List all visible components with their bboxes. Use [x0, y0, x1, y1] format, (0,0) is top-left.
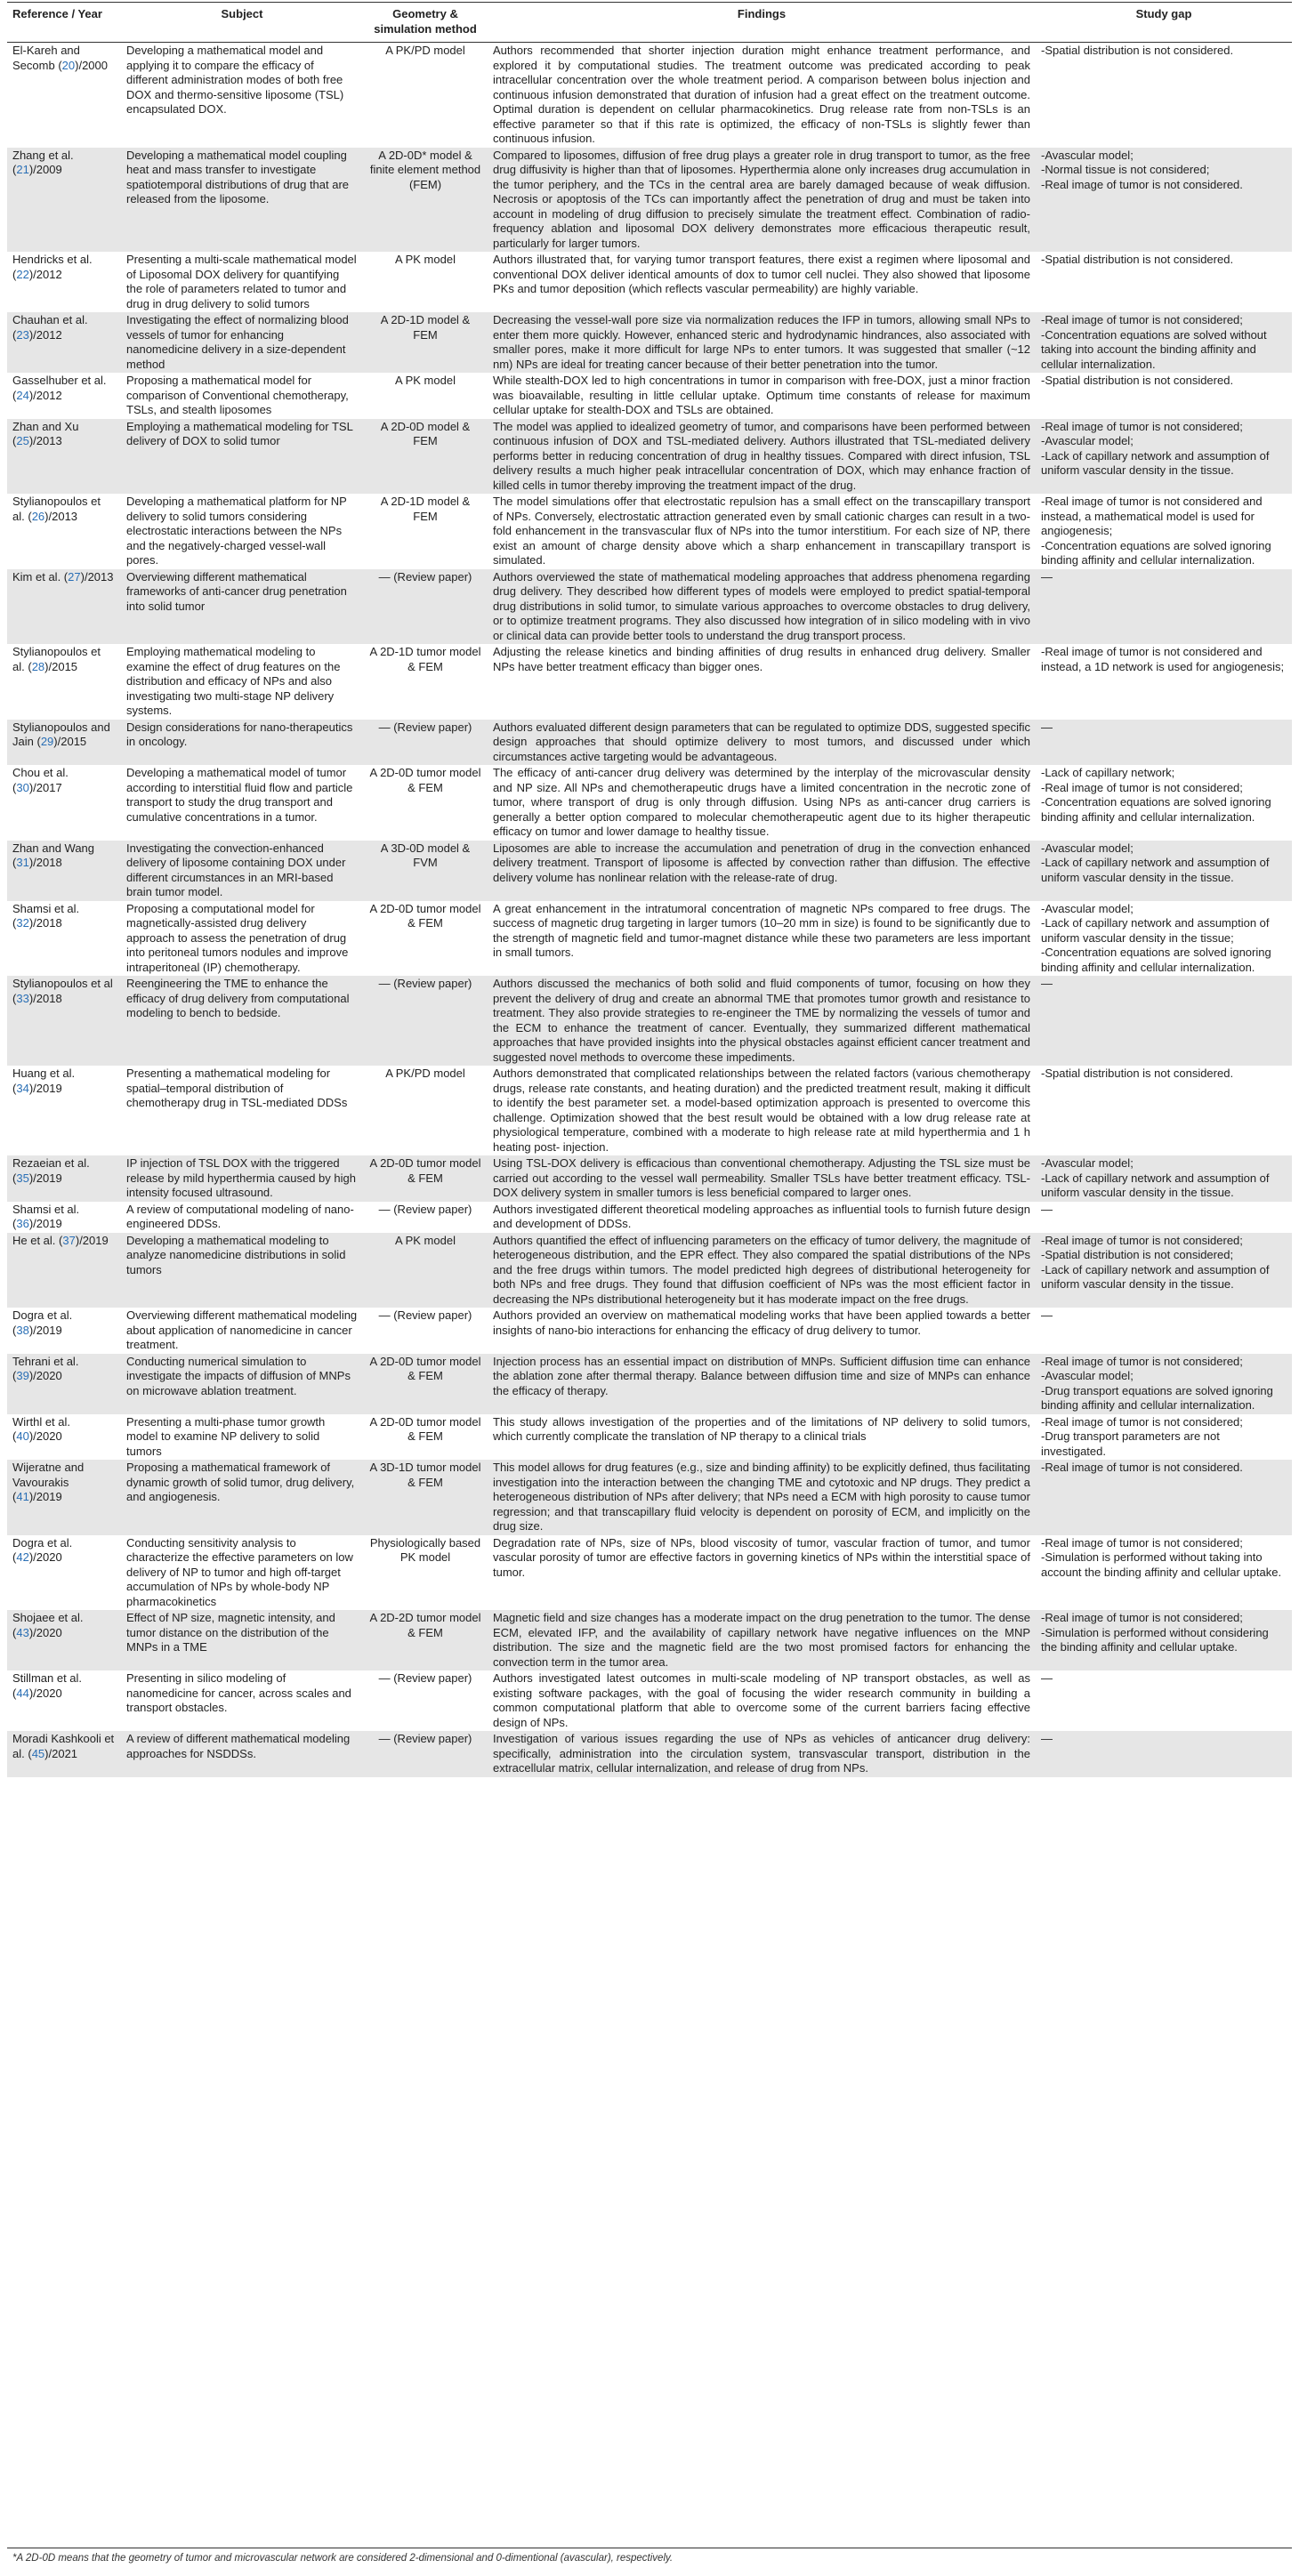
reference-year: /2012 — [33, 388, 62, 402]
cell-study-gap — [1036, 1354, 1292, 1414]
cell-geometry: A 2D-0D tumor model & FEM — [369, 901, 481, 930]
cell-geometry: — (Review paper) — [363, 569, 488, 645]
study-gap-item: -Real image of tumor is not considered; — [1041, 1354, 1243, 1368]
reference-link[interactable]: 30 — [16, 780, 29, 794]
cell-subject: Effect of NP size, magnetic intensity, and tumor distance on the distribution of the MNPs in a TME — [121, 1610, 363, 1670]
reference-link[interactable]: 44 — [16, 1686, 29, 1700]
table-row — [7, 252, 1292, 312]
cell-subject: IP injection of TSL DOX with the triggered release by mild hyperthermia caused by high intensity focused ultrasound. — [121, 1155, 363, 1202]
study-gap-item: -Real image of tumor is not considered; — [1041, 313, 1243, 326]
cell-subject: Investigating the convection-enhanced delivery of liposome containing DOX under different circumstances in an MRI-based brain tumor model. — [121, 841, 363, 901]
cell-geometry: A 2D-1D model & FEM — [363, 312, 488, 373]
cell-study-gap — [1036, 373, 1292, 419]
cell-subject: Developing a mathematical model and applying it to compare the efficacy of different administration modes of both free DOX and thermo-sensitive liposome (TSL) encapsulated DOX. — [126, 44, 344, 116]
study-gap-item: -Real image of tumor is not considered; — [1041, 1535, 1243, 1550]
cell-geometry: — (Review paper) — [363, 976, 488, 1066]
cell-subject: A review of different mathematical modeling approaches for NSDDSs. — [121, 1731, 363, 1777]
cell-subject: Overviewing different mathematical frameworks of anti-cancer drug penetration into solid tumor — [121, 569, 363, 645]
cell-subject: Presenting in silico modeling of nanomedicine for cancer, across scales and transport obstacles. — [126, 1671, 351, 1714]
table-row — [7, 841, 1292, 901]
cell-findings: Authors discussed the mechanics of both solid and fluid components of tumor, focusing on how they prevent the delivery of drug and create an abnormal TME that promotes tumor growth and resistance to treatment. They also provide strategies to re-engineer the TME by normalizing the vessels of tumor and the ECM to enhance the treatment of cancer. Eventually, they summarized different mathematical approaches that have provided insights into the physical obstacles against efficient cancer treatment and suggested novel methods to overcome these impediments. — [488, 976, 1036, 1066]
study-gap-item: -Lack of capillary network and assumption of uniform vascular density in the tissue. — [1041, 856, 1270, 884]
cell-subject: Employing mathematical modeling to examine the effect of drug features on the distribution and efficacy of NPs and also investigating two multi-stage NP delivery systems. — [126, 645, 341, 717]
header-geometry: Geometry & simulation method — [363, 3, 488, 43]
study-gap-item: -Concentration equations are solved without taking into account the binding affinity and cellular internalization. — [1041, 327, 1267, 371]
study-gap-item: -Drug transport equations are solved ignoring binding affinity and cellular internalization. — [1041, 1383, 1273, 1412]
cell-reference: El-Kareh and Secomb (20)/2000 — [12, 44, 109, 72]
study-gap-item: -Real image of tumor is not considered; — [1041, 780, 1243, 794]
cell-reference: Zhan and Xu (25)/2013 — [7, 419, 121, 495]
cell-study-gap — [1036, 841, 1292, 901]
cell-findings: Degradation rate of NPs, size of NPs, blood viscosity of tumor, vascular fraction of tumor, and tumor vascular porosity of tumor are effective factors in governing kinetics of NPs within the interstitial space of tumor. — [493, 1535, 1030, 1579]
cell-reference: Zhan and Wang (31)/2018 — [7, 841, 121, 901]
reference-author: Tehrani et al. — [12, 1354, 79, 1368]
reference-author: Zhan and Wang — [12, 841, 95, 855]
study-gap-item: -Avascular model; — [1041, 1369, 1134, 1382]
table-row — [7, 644, 1292, 720]
cell-study-gap — [1036, 1202, 1292, 1233]
cell-findings: This model allows for drug features (e.g., size and binding affinity) to be explicitly defined, thus facilitating investigation into the interaction between the changing TME and cytotoxic and NP drugs. They predict a heterogeneous distribution of NPs after delivery; that NPs need a ECM with high porosity to cause tumor regression; and that transcapillary fluid velocity is dependent on porosity of ECM, and implicitly on the drug size. — [488, 1460, 1036, 1535]
study-gap-item: -Real image of tumor is not considered and instead, a 1D network is used for angiogenesis; — [1041, 645, 1285, 673]
study-gap-item: -Normal tissue is not considered; — [1041, 163, 1210, 176]
table-row — [7, 419, 1292, 495]
table-row — [7, 765, 1292, 841]
cell-geometry: A PK model — [363, 1233, 488, 1308]
cell-geometry: — (Review paper) — [378, 1671, 472, 1685]
cell-geometry: A 2D-1D tumor model & FEM — [369, 645, 481, 673]
cell-subject: Developing a mathematical model of tumor according to interstitial fluid flow and particle transport to study the drug transport and cumulative concentrations in a tumor. — [126, 766, 353, 824]
cell-reference: Chauhan et al. (23)/2012 — [7, 312, 121, 373]
cell-study-gap — [1036, 1535, 1292, 1611]
reference-link[interactable]: 29 — [40, 735, 54, 748]
reference-year: /2013 — [48, 509, 78, 523]
study-gap-item: -Lack of capillary network and assumption of uniform vascular density in the tissue. — [1041, 1171, 1270, 1199]
reference-year: /2017 — [33, 780, 62, 794]
table-row — [7, 1535, 1292, 1611]
cell-study-gap — [1036, 1731, 1292, 1777]
reference-link[interactable]: 45 — [31, 1746, 45, 1760]
reference-link[interactable]: 26 — [31, 509, 45, 523]
reference-author: Chauhan et al. — [12, 313, 88, 326]
reference-year: /2019 — [33, 1490, 62, 1503]
cell-study-gap — [1036, 148, 1292, 253]
table-row — [7, 720, 1292, 766]
reference-year: /2019 — [79, 1233, 109, 1247]
cell-study-gap — [1036, 569, 1292, 645]
cell-geometry: — (Review paper) — [363, 1731, 488, 1777]
reference-author: Chou et al. — [12, 766, 69, 779]
study-gap-item: -Avascular model; — [1041, 148, 1134, 162]
cell-geometry: — (Review paper) — [363, 720, 488, 766]
study-gap-item: — — [1041, 977, 1053, 990]
cell-geometry: A 3D-1D tumor model & FEM — [363, 1460, 488, 1535]
cell-reference: Shojaee et al. (43)/2020 — [7, 1610, 121, 1670]
table-header — [7, 3, 1292, 43]
reference-year: /2018 — [33, 916, 62, 930]
reference-link[interactable]: 27 — [68, 569, 81, 584]
cell-findings: Authors demonstrated that complicated relationships between the related factors (various chemotherapy drugs, release rate constants, and heating duration) and the predicted treatment result, making it difficult to identify the best parameter set. a model-based optimization approach is presented to overcome this challenge. Optimization showed that the best result would be obtained with a low drug release rate at physiological temperature, combined with a moderate to high release rate at mild hyperthermia and 1 h heating post- injection. — [493, 1067, 1030, 1154]
cell-findings: This study allows investigation of the properties and of the limitations of NP delivery to solid tumors, which currently complicate the translation of NP therapy to a clinical trials — [493, 1414, 1030, 1443]
cell-subject: Developing a mathematical modeling to analyze nanomedicine distributions in solid tumors — [121, 1233, 363, 1308]
cell-subject: Presenting a multi-phase tumor growth model to examine NP delivery to solid tumors — [126, 1414, 326, 1458]
cell-findings: The efficacy of anti-cancer drug delivery was determined by the interplay of the microvascular density and NP size. All NPs and chemotherapeutic drugs have a limited concentration in the necrotic zone of tumor, where transport of drug is only through diffusion. Using NPs as anti-cancer drug carriers is generally a better option compared to molecular chemotherapeutic agent due to its higher therapeutic efficacy on tumor and lower damage to healthy tissue. — [493, 766, 1030, 838]
cell-geometry: — (Review paper) — [378, 1308, 472, 1322]
study-gap-item: -Real image of tumor is not considered; — [1041, 419, 1243, 433]
cell-reference: Zhang et al. (21)/2009 — [7, 148, 121, 253]
reference-link[interactable]: 22 — [16, 267, 29, 281]
study-gap-item: -Lack of capillary network and assumption of uniform vascular density in the tissue. — [1041, 1262, 1270, 1291]
table-row — [7, 569, 1292, 645]
table-row — [7, 1414, 1292, 1461]
cell-geometry: Physiologically based PK model — [369, 1535, 481, 1564]
reference-author: Rezaeian et al. — [12, 1156, 90, 1170]
table-footnote: *A 2D-0D means that the geometry of tumor and microvascular network are considered 2-dimensional and 0-dimentional (avascular), respectively. — [12, 2553, 674, 2564]
cell-study-gap — [1036, 494, 1292, 569]
cell-reference: Moradi Kashkooli et al. (45)/2021 — [7, 1731, 121, 1777]
cell-geometry: A 2D-0D tumor model & FEM — [363, 1354, 488, 1414]
table-body — [7, 43, 1292, 1777]
cell-findings: Decreasing the vessel-wall pore size via normalization reduces the IFP in tumors, allowing small NPs to enter them more quickly. However, enhanced steric and hydrodynamic hindrances, also associated with smaller pores, make it more difficult for large NPs to enter tumors. It was suggested that smaller (~12 nm) NPs are ideal for treating cancer because of their better penetration into the tumor. — [488, 312, 1036, 373]
cell-study-gap — [1036, 1155, 1292, 1202]
cell-geometry: — (Review paper) — [378, 1202, 472, 1216]
reference-link[interactable]: 40 — [16, 1429, 29, 1443]
reference-link[interactable]: 24 — [16, 388, 29, 402]
study-gap-item: -Spatial distribution is not considered. — [1041, 1067, 1234, 1080]
cell-study-gap — [1036, 976, 1292, 1066]
cell-reference: Hendricks et al. (22)/2012 — [12, 253, 93, 281]
cell-findings: Liposomes are able to increase the accumulation and penetration of drug in the convection enhanced delivery treatment. Transport of liposome is affected by convection rather than diffusion. The effective delivery volume has nonlinear relation with the release-rate of drug. — [488, 841, 1036, 901]
cell-study-gap — [1036, 901, 1292, 977]
reference-author: Shojaee et al. — [12, 1611, 84, 1624]
study-gap-item: -Avascular model; — [1041, 901, 1134, 915]
table-row — [7, 1066, 1292, 1155]
reference-author: Dogra et al. — [12, 1535, 73, 1550]
table-row — [7, 1670, 1292, 1731]
table-row — [7, 373, 1292, 419]
cell-geometry: A PK/PD model — [385, 1067, 465, 1080]
reference-link[interactable]: 21 — [16, 163, 29, 176]
reference-link[interactable]: 35 — [16, 1171, 29, 1185]
table-row — [7, 1202, 1292, 1233]
cell-findings: Using TSL-DOX delivery is efficacious than conventional chemotherapy. Adjusting the TSL size must be carried out according to the vessel wall permeability. Smaller TSLs have better treatment efficacy. TSL-DOX delivery system in smaller tumors is less beneficial compared to larger ones. — [488, 1155, 1036, 1202]
cell-findings: Authors investigated different theoretical modeling approaches as influential tools to furnish future design and development of DDSs. — [493, 1202, 1030, 1230]
table-row — [7, 148, 1292, 253]
cell-geometry: A PK/PD model — [385, 44, 465, 57]
cell-study-gap — [1036, 644, 1292, 720]
cell-geometry: A 2D-0D tumor model & FEM — [363, 1155, 488, 1202]
study-gap-item: — — [1041, 1202, 1053, 1216]
reference-year: /2020 — [33, 1429, 62, 1443]
cell-reference: Wijeratne and Vavourakis (41)/2019 — [7, 1460, 121, 1535]
cell-subject: Overviewing different mathematical modeling about application of nanomedicine in cancer treatment. — [126, 1308, 358, 1351]
cell-subject: Presenting a multi-scale mathematical model of Liposomal DOX delivery for quantifying the role of parameters related to tumor and drug in drug delivery to solid tumors — [126, 253, 357, 310]
reference-year: /2012 — [33, 267, 62, 281]
cell-reference: Stylianopoulos and Jain (29)/2015 — [7, 720, 121, 766]
cell-study-gap — [1036, 1308, 1292, 1354]
cell-reference: Gasselhuber et al. (24)/2012 — [12, 374, 107, 402]
cell-geometry: A 2D-0D tumor model & FEM — [369, 1414, 481, 1443]
reference-author: Zhan and Xu — [12, 419, 79, 433]
table-row — [7, 976, 1292, 1066]
cell-reference: Stillman et al. (44)/2020 — [12, 1671, 83, 1700]
cell-findings: A great enhancement in the intratumoral concentration of magnetic NPs compared to free drugs. The success of magnetic drug targeting in larger tumors (10–20 mm in size) is found to be significantly due to the strength of magnetic field and tumor-magnet distance while these two parameters are less important in small tumors. — [493, 901, 1030, 959]
cell-study-gap — [1036, 765, 1292, 841]
table-row — [7, 43, 1292, 148]
table-row — [7, 1731, 1292, 1777]
cell-reference: Chou et al. (30)/2017 — [12, 766, 69, 794]
cell-subject: Conducting sensitivity analysis to characterize the effective parameters on low delivery of NP to tumor and high off-target accumulation of NPs by whole-body NP pharmacokinetics — [126, 1535, 353, 1608]
cell-subject: Proposing a computational model for magnetically-assisted drug delivery approach to assess the penetration of drug into peritoneal tumors nodules and improve intraperitoneal (IP) chemotherapy. — [126, 901, 349, 974]
reference-year: /2012 — [33, 327, 62, 342]
reference-year: /2015 — [57, 735, 87, 748]
reference-author: Hendricks et al. — [12, 253, 93, 266]
cell-findings: Authors quantified the effect of influencing parameters on the efficacy of tumor delivery, the magnitude of heterogeneous distribution, and the EPR effect. They also compared the spatial distributions of the NPs and the free drugs within tumors. The model predicted high degrees of distributional heterogeneity for both NPs and free drugs. They found that diffusion coefficient of NPs was the most efficient factor in decreasing the NPs distributional heterogeneity but it has moderate impact on the free drugs. — [488, 1233, 1036, 1308]
study-gap-item: -Real image of tumor is not considered. — [1041, 1461, 1243, 1474]
cell-subject: Developing a mathematical platform for NP delivery to solid tumors considering electrostatic interactions between the NPs and the negatively-charged vessel-wall pores. — [126, 495, 347, 567]
cell-reference: Stylianopoulos et al. (28)/2015 — [12, 645, 101, 673]
study-gap-item: -Real image of tumor is not considered. — [1041, 177, 1243, 191]
table-row — [7, 1155, 1292, 1202]
study-gap-item: -Spatial distribution is not considered; — [1041, 1248, 1234, 1261]
cell-subject: Proposing a mathematical model for comparison of Conventional chemotherapy, TSLs, and stealth liposomes — [126, 374, 349, 416]
reference-link[interactable]: 36 — [16, 1217, 29, 1230]
cell-geometry: A 2D-1D model & FEM — [380, 495, 471, 523]
cell-findings: Adjusting the release kinetics and binding affinities of drug results in enhanced drug delivery. Smaller NPs have better treatment efficacy than bigger ones. — [493, 645, 1030, 673]
study-gap-item: -Lack of capillary network and assumption of uniform vascular density in the tissue. — [1041, 448, 1270, 477]
cell-subject: Design considerations for nano-therapeutics in oncology. — [121, 720, 363, 766]
cell-subject: A review of computational modeling of nano-engineered DDSs. — [126, 1202, 354, 1230]
reference-author: Dogra et al. — [12, 1308, 73, 1322]
study-gap-item: -Concentration equations are solved ignoring binding affinity and cellular internalization. — [1041, 538, 1271, 567]
reference-year: /2019 — [33, 1217, 62, 1230]
cell-findings: Magnetic field and size changes has a moderate impact on the drug penetration to the tumor. The dense ECM, elevated IFP, and the availability of capillary network have negative influences on the MNP distribution. The size and the magnetic field are the two most promised factors for enhancing the convection term in the tumor area. — [488, 1610, 1036, 1670]
reference-year: /2020 — [33, 1550, 62, 1564]
literature-table — [7, 2, 1292, 1777]
reference-link[interactable]: 20 — [61, 58, 76, 72]
reference-author: El-Kareh and Secomb — [12, 44, 80, 72]
cell-study-gap — [1036, 419, 1292, 495]
cell-subject: Presenting a mathematical modeling for spatial–temporal distribution of chemotherapy drug in TSL-mediated DDSs — [126, 1067, 348, 1109]
reference-year: /2000 — [78, 58, 109, 72]
header-findings: Findings — [488, 3, 1036, 43]
reference-link[interactable]: 23 — [16, 327, 29, 342]
cell-study-gap — [1036, 1233, 1292, 1308]
cell-geometry: A 2D-2D tumor model & FEM — [363, 1610, 488, 1670]
cell-study-gap — [1036, 1414, 1292, 1461]
reference-year: /2019 — [33, 1081, 62, 1095]
cell-findings: The model simulations offer that electrostatic repulsion has a small effect on the transcapillary transport of NPs. Conversely, electrostatic attraction generated even by small cationic charges can result in a two-fold enhancement in the transvascular flux of NPs into the tumor interstitium. For each size of NP, there exist an amount of charge density above which a sharp enhancement in transcapillary transport is simulated. — [493, 495, 1030, 567]
table-row — [7, 1354, 1292, 1414]
reference-author: Wijeratne and Vavourakis — [12, 1461, 85, 1489]
cell-findings: Investigation of various issues regarding the use of NPs as vehicles of anticancer drug delivery: specifically, administration into the circulation system, transvascular transport, distribution in the extracellular matrix, cellular internalization, and release of drug from NPs. — [488, 1731, 1036, 1777]
study-gap-item: -Simulation is performed without taking into account the binding affinity and cellular uptake. — [1041, 1550, 1282, 1579]
reference-author: Shamsi et al. — [12, 901, 80, 915]
reference-link[interactable]: 32 — [16, 916, 29, 930]
table-row — [7, 1460, 1292, 1535]
study-gap-item: -Spatial distribution is not considered. — [1041, 374, 1234, 387]
study-gap-item: — — [1041, 1732, 1053, 1745]
cell-geometry: A 3D-0D model & FVM — [363, 841, 488, 901]
cell-geometry: A 2D-0D tumor model & FEM — [369, 766, 481, 794]
study-gap-item: -Real image of tumor is not considered; — [1041, 1233, 1243, 1247]
cell-geometry: A PK model — [395, 253, 456, 266]
reference-year: /2018 — [33, 856, 62, 869]
cell-findings: Authors investigated latest outcomes in multi-scale modeling of NP transport obstacles, as well as existing software packages, with the goal of focusing the wider research community in building a common computational platform that able to overcome some of the current barriers facing effective design of NPs. — [493, 1671, 1030, 1729]
reference-year: /2020 — [33, 1625, 62, 1639]
reference-author: Gasselhuber et al. — [12, 374, 107, 387]
cell-subject: Developing a mathematical model coupling heat and mass transfer to investigate spatiotemporal distributions of drug that are released from the liposome. — [121, 148, 363, 253]
study-gap-item: — — [1041, 569, 1053, 584]
cell-reference: Dogra et al. (42)/2020 — [12, 1535, 73, 1564]
reference-year: /2020 — [33, 1686, 62, 1700]
reference-link[interactable]: 41 — [16, 1490, 29, 1503]
cell-reference: Kim et al. (27)/2013 — [7, 569, 121, 645]
reference-author: Stylianopoulos et al. — [12, 495, 101, 523]
study-gap-item: -Concentration equations are solved ignoring binding affinity and cellular internalization. — [1041, 795, 1271, 824]
cell-geometry: A 2D-0D* model & finite element method (FEM) — [363, 148, 488, 253]
cell-study-gap — [1036, 1066, 1292, 1155]
reference-author: Kim et al. — [12, 569, 61, 584]
reference-link[interactable]: 31 — [16, 856, 29, 869]
cell-geometry: A 2D-0D model & FEM — [363, 419, 488, 495]
cell-findings: Authors evaluated different design parameters that can be regulated to optimize DDS, suggested specific design approaches that should optimize delivery to most tumors, and discussed under which circumstances active targeting would be advantageous. — [488, 720, 1036, 766]
reference-author: Shamsi et al. — [12, 1202, 80, 1216]
reference-author: Stillman et al. — [12, 1671, 83, 1685]
header-reference: Reference / Year — [7, 3, 121, 43]
study-gap-item: -Lack of capillary network and assumption of uniform vascular density in the tissue; — [1041, 916, 1270, 945]
cell-subject: Reengineering the TME to enhance the efficacy of drug delivery from computational modeling to bench to bedside. — [121, 976, 363, 1066]
study-gap-item: — — [1041, 1308, 1053, 1322]
cell-findings: Authors recommended that shorter injection duration might enhance treatment performance, and explored it by computational studies. The treatment outcome was predicated according to peak intracellular concentration over the whole treatment period. A comparison between bolus injection and continuous infusion demonstrated that duration of infusion had a great effect on the treatment outcome. Optimal duration is dependent on cellular pharmacokinetics. Drug release rate from non-TSLs is an effective parameter so that if this rate is optimized, the efficacy of non-TSLs is slightly fewer than continuous infusion. — [493, 44, 1030, 145]
reference-link[interactable]: 38 — [16, 1323, 29, 1337]
study-gap-item: -Real image of tumor is not considered; — [1041, 1414, 1243, 1429]
reference-author: Moradi Kashkooli et al. — [12, 1732, 115, 1760]
study-gap-item: -Drug transport parameters are not investigated. — [1041, 1429, 1220, 1458]
cell-findings: Compared to liposomes, diffusion of free drug plays a greater role in drug transport to tumor, as the free drug diffusivity is higher than that of liposomes. Hyperthermia alone only increases drug accumulation in the tumor periphery, and the TCs in the central area are barely damaged because of weak diffusion. Necrosis or apoptosis of the TCs can importantly affect the penetration of drug and must be taken into account in modeling of drug diffusion to precisely simulate the treatment effect. Combination of radio-frequency ablation and liposomal DOX delivery demonstrates more efficacious therapeutic result, particularly for larger tumors. — [488, 148, 1036, 253]
study-gap-item: -Spatial distribution is not considered. — [1041, 44, 1234, 57]
reference-author: Stylianopoulos et al — [12, 977, 113, 990]
reference-link[interactable]: 33 — [16, 991, 29, 1005]
cell-reference: Wirthl et al. (40)/2020 — [12, 1414, 71, 1443]
reference-year: /2015 — [48, 659, 78, 673]
table-row — [7, 312, 1292, 373]
reference-link[interactable]: 37 — [62, 1233, 76, 1247]
study-gap-item: -Simulation is performed without considering the binding affinity and cellular uptake. — [1041, 1625, 1269, 1654]
reference-year: /2013 — [84, 569, 114, 584]
reference-author: Stylianopoulos and Jain — [12, 720, 110, 748]
reference-author: Wirthl et al. — [12, 1414, 71, 1429]
cell-subject: Investigating the effect of normalizing blood vessels of tumor for enhancing nanomedicine delivery in a size-dependent method — [121, 312, 363, 373]
study-gap-item: -Avascular model; — [1041, 1156, 1134, 1170]
reference-author: He et al. — [12, 1233, 56, 1247]
cell-findings: Authors illustrated that, for varying tumor transport features, there exist a regimen where liposomal and conventional DOX deliver identical amounts of dox to tumor cell nuclei. They also showed that liposome PKs and tumor deposition (which reflects vascular permeability) are highly variable. — [493, 253, 1030, 295]
cell-study-gap — [1036, 1460, 1292, 1535]
reference-year: /2018 — [33, 991, 62, 1005]
reference-link[interactable]: 28 — [31, 659, 45, 673]
study-gap-item: -Concentration equations are solved ignoring binding affinity and cellular internalization. — [1041, 946, 1271, 974]
cell-reference: Rezaeian et al. (35)/2019 — [7, 1155, 121, 1202]
cell-study-gap — [1036, 1610, 1292, 1670]
reference-year: /2019 — [33, 1323, 62, 1337]
cell-subject: Proposing a mathematical framework of dynamic growth of solid tumor, drug delivery, and angiogenesis. — [121, 1460, 363, 1535]
reference-year: /2013 — [33, 434, 62, 447]
cell-subject: Employing a mathematical modeling for TSL delivery of DOX to solid tumor — [121, 419, 363, 495]
reference-year: /2020 — [33, 1369, 62, 1382]
table-row — [7, 1610, 1292, 1670]
reference-link[interactable]: 34 — [16, 1081, 29, 1095]
reference-link[interactable]: 39 — [16, 1369, 29, 1382]
cell-study-gap — [1036, 1670, 1292, 1731]
study-gap-item: — — [1041, 720, 1053, 734]
study-gap-item: -Avascular model; — [1041, 434, 1134, 447]
table-row — [7, 1233, 1292, 1308]
reference-link[interactable]: 25 — [16, 434, 29, 447]
cell-findings: The model was applied to idealized geometry of tumor, and comparisons have been performed between continuous infusion of DOX and TSL-mediated delivery. Authors illustrated that TSL-mediated delivery performs better in reducing concentration of drug in healthy tissues. Compared with direct infusion, TSL delivery results a much higher peak intracellular concentration of DOX, which may enhance fraction of killed cells in tumor thereby improving the treatment impact of the drug. — [488, 419, 1036, 495]
study-gap-item: -Lack of capillary network; — [1041, 766, 1175, 779]
study-gap-item: -Spatial distribution is not considered. — [1041, 253, 1234, 266]
study-gap-item: -Real image of tumor is not considered and instead, a mathematical model is used for angiogenesis; — [1041, 495, 1263, 537]
cell-findings: Injection process has an essential impact on distribution of MNPs. Sufficient diffusion time can enhance the ablation zone after thermal therapy. Balance between diffusion time and size of MNPs can enhance the efficacy of therapy. — [488, 1354, 1036, 1414]
table-row — [7, 494, 1292, 569]
cell-reference: Shamsi et al. (36)/2019 — [12, 1202, 80, 1230]
cell-findings: While stealth-DOX led to high concentrations in tumor in comparison with free-DOX, just a minor fraction was bioavailable, resulting in little cellular uptake. Optimum time constants of release for maximum cellular uptake for stealth-DOX and TSLs are obtained. — [493, 374, 1030, 416]
cell-study-gap — [1036, 252, 1292, 312]
cell-geometry: A PK model — [395, 374, 456, 387]
reference-year: /2021 — [48, 1746, 78, 1760]
study-gap-item: -Real image of tumor is not considered; — [1041, 1611, 1243, 1624]
reference-author: Stylianopoulos et al. — [12, 645, 101, 673]
header-subject: Subject — [121, 3, 363, 43]
cell-findings: Authors overviewed the state of mathematical modeling approaches that address phenomena regarding drug delivery. They described how different types of models were employed to predict spatial-temporal drug distributions in solid tumor, to simulate various approaches to overcome obstacles to drug delivery, or to optimize treatment programs. They also discussed how integration of in silico modeling with in vivo or clinical data can provide better tools to understand the drug transport process. — [488, 569, 1036, 645]
cell-reference: Shamsi et al. (32)/2018 — [12, 901, 80, 930]
reference-author: Zhang et al. — [12, 148, 74, 162]
cell-study-gap — [1036, 43, 1292, 148]
cell-reference: Tehrani et al. (39)/2020 — [7, 1354, 121, 1414]
cell-reference: Dogra et al. (38)/2019 — [12, 1308, 73, 1337]
cell-reference: He et al. (37)/2019 — [7, 1233, 121, 1308]
header-study-gap: Study gap — [1036, 3, 1292, 43]
reference-year: /2019 — [33, 1171, 62, 1185]
cell-subject: Conducting numerical simulation to investigate the impacts of diffusion of MNPs on microwave ablation treatment. — [121, 1354, 363, 1414]
table-row — [7, 1308, 1292, 1354]
reference-link[interactable]: 42 — [16, 1550, 29, 1564]
cell-reference: Stylianopoulos et al (33)/2018 — [7, 976, 121, 1066]
cell-reference: Huang et al. (34)/2019 — [12, 1067, 76, 1095]
table-row — [7, 901, 1292, 977]
cell-findings: Authors provided an overview on mathematical modeling works that have been applied towards a better insights of nano-bio interactions for enhancing the efficacy of drug delivery to tumor. — [493, 1308, 1030, 1337]
reference-year: /2009 — [33, 163, 62, 176]
reference-link[interactable]: 43 — [16, 1625, 29, 1639]
study-gap-item: — — [1041, 1671, 1053, 1685]
study-gap-item: -Avascular model; — [1041, 841, 1134, 855]
cell-reference: Stylianopoulos et al. (26)/2013 — [12, 495, 101, 523]
reference-author: Huang et al. — [12, 1067, 76, 1080]
cell-study-gap — [1036, 312, 1292, 373]
cell-study-gap — [1036, 720, 1292, 766]
